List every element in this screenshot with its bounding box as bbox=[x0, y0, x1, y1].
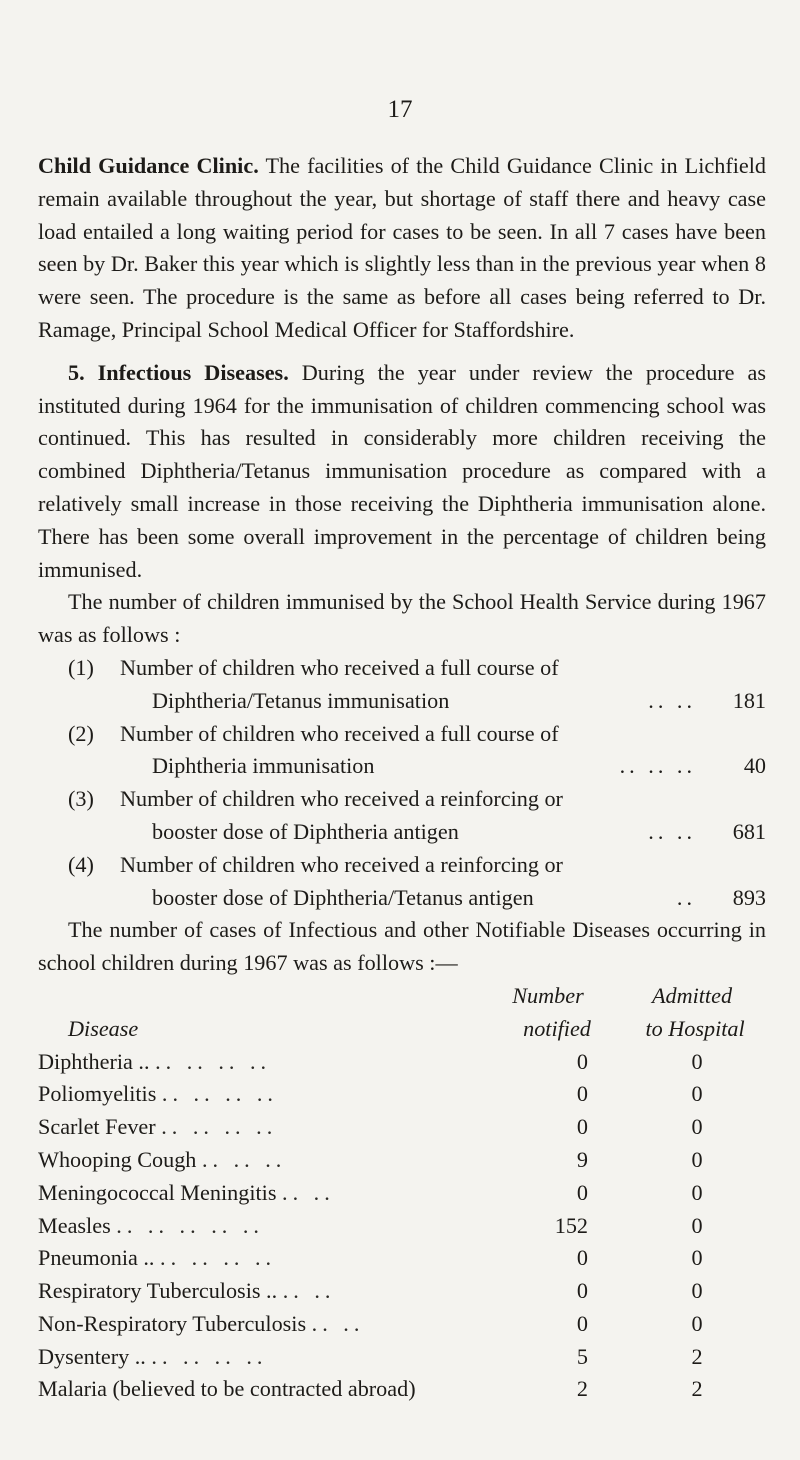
notified-value: 9 bbox=[576, 1146, 588, 1172]
heading-child-guidance: Child Guidance Clinic. bbox=[38, 153, 259, 178]
row-leader: .. .. .. .. bbox=[161, 1114, 278, 1140]
item-line1: Number of children who received a full course of bbox=[120, 654, 559, 680]
admitted-value: 0 bbox=[691, 1114, 703, 1140]
paragraph-immunised-intro: The number of children immunised by the School Health Service during 1967 was as follows : bbox=[38, 589, 766, 648]
row-leader: .. .. .. .. bbox=[161, 1081, 278, 1107]
row-leader: .. .. .. .. bbox=[155, 1048, 272, 1074]
item-number: (2) bbox=[68, 720, 94, 746]
item-value: 681 bbox=[732, 818, 766, 844]
notified-value: 5 bbox=[576, 1343, 588, 1369]
table-row bbox=[38, 1308, 766, 1341]
row-leader: .. .. bbox=[282, 1179, 335, 1205]
admitted-value: 0 bbox=[691, 1048, 703, 1074]
admitted-value: 0 bbox=[691, 1310, 703, 1336]
item-line1: Number of children who received a reinforcing or bbox=[120, 851, 563, 877]
table-row bbox=[38, 1210, 766, 1243]
text-child-guidance: The facilities of the Child Guidance Clinic in Lichfield remain available throughout the year, but shortage of staff there and heavy case load entailed a long waiting period for cases to be seen. In all 7 cases have been seen by Dr. Baker this year which is slightly less than in the previous year when 8 were seen. The procedure is the same as before all cases being referred to Dr. Ramage, Principal School Medical Officer for Staffordshire. bbox=[38, 153, 766, 342]
disease-table bbox=[38, 980, 766, 1406]
header-to-hospital: to Hospital bbox=[645, 1015, 745, 1041]
item-leader: .. bbox=[676, 884, 696, 910]
header-notified: notified bbox=[523, 1015, 591, 1041]
notified-value: 0 bbox=[576, 1310, 588, 1336]
item-leader: .. .. bbox=[648, 818, 696, 844]
admitted-value: 0 bbox=[691, 1245, 703, 1271]
notified-value: 152 bbox=[554, 1212, 588, 1238]
disease-name: Scarlet Fever bbox=[38, 1114, 156, 1140]
item-line1: Number of children who received a reinforcing or bbox=[120, 786, 563, 812]
table-row bbox=[38, 1341, 766, 1374]
list-item bbox=[68, 849, 766, 915]
notified-value: 2 bbox=[576, 1376, 588, 1402]
item-value: 40 bbox=[743, 753, 766, 779]
admitted-value: 2 bbox=[691, 1343, 703, 1369]
paragraph-infectious-diseases bbox=[38, 357, 766, 587]
disease-name: Dysentery .. bbox=[38, 1343, 146, 1369]
disease-name: Non-Respiratory Tuberculosis bbox=[38, 1310, 307, 1336]
row-leader: .. .. .. .. bbox=[160, 1245, 277, 1271]
notified-value: 0 bbox=[576, 1278, 588, 1304]
disease-name: Whooping Cough bbox=[38, 1146, 197, 1172]
notified-value: 0 bbox=[576, 1048, 588, 1074]
disease-name: Pneumonia .. bbox=[38, 1245, 155, 1271]
list-item bbox=[68, 783, 766, 849]
table-row bbox=[38, 1111, 766, 1144]
item-line2: booster dose of Diphtheria/Tetanus antigen bbox=[152, 884, 534, 910]
text-infectious-diseases: During the year under review the procedure as instituted during 1964 for the immunisation of children commencing school was continued. This has resulted in considerably more children receiving the combined Diphtheria/Tetanus immunisation procedure as compared with a relatively small increase in those receiving the Diphtheria immunisation alone. There has been some overall improvement in the percentage of children being immunised. bbox=[38, 359, 767, 582]
admitted-value: 0 bbox=[691, 1212, 703, 1238]
table-row bbox=[38, 1177, 766, 1210]
notified-value: 0 bbox=[576, 1245, 588, 1271]
row-leader: .. .. .. bbox=[201, 1146, 287, 1172]
item-line2: Diphtheria/Tetanus immunisation bbox=[152, 687, 450, 713]
table-row bbox=[38, 1046, 766, 1079]
item-value: 893 bbox=[732, 884, 766, 910]
admitted-value: 0 bbox=[691, 1081, 703, 1107]
table-row bbox=[38, 1078, 766, 1111]
paragraph-notifiable-intro: The number of cases of Infectious and other Notifiable Diseases occurring in school children during 1967 was as follows :— bbox=[38, 917, 766, 976]
table-row bbox=[38, 1275, 766, 1308]
item-line2: Diphtheria immunisation bbox=[152, 753, 375, 779]
disease-name: Meningococcal Meningitis bbox=[38, 1179, 277, 1205]
disease-name: Poliomyelitis bbox=[38, 1081, 157, 1107]
item-number: (4) bbox=[68, 851, 94, 877]
disease-name: Diphtheria .. bbox=[38, 1048, 150, 1074]
row-leader: .. .. bbox=[282, 1278, 336, 1304]
table-header-row2 bbox=[38, 1013, 766, 1046]
item-line1: Number of children who received a full course of bbox=[120, 720, 559, 746]
disease-name: Measles bbox=[38, 1212, 111, 1238]
table-row bbox=[38, 1144, 766, 1177]
table-header-row1 bbox=[38, 980, 766, 1013]
heading-infectious-diseases: 5. Infectious Diseases. bbox=[68, 359, 289, 385]
item-line2: booster dose of Diphtheria antigen bbox=[152, 818, 459, 844]
admitted-value: 2 bbox=[691, 1376, 703, 1402]
document-body bbox=[38, 150, 766, 1406]
header-disease: Disease bbox=[68, 1015, 139, 1041]
item-number: (1) bbox=[68, 654, 94, 680]
admitted-value: 0 bbox=[691, 1179, 703, 1205]
item-leader: .. .. bbox=[648, 687, 696, 713]
header-number: Number bbox=[512, 982, 584, 1008]
admitted-value: 0 bbox=[691, 1146, 703, 1172]
list-item bbox=[68, 718, 766, 784]
disease-name: Respiratory Tuberculosis .. bbox=[38, 1278, 278, 1304]
table-row bbox=[38, 1242, 766, 1275]
row-leader: .. .. bbox=[311, 1310, 365, 1336]
table-row bbox=[38, 1373, 766, 1406]
page-number: 17 bbox=[387, 96, 413, 123]
list-item bbox=[68, 652, 766, 718]
notified-value: 0 bbox=[576, 1081, 588, 1107]
item-leader: .. .. .. bbox=[619, 753, 696, 779]
paragraph-child-guidance bbox=[38, 150, 766, 347]
immunisation-list bbox=[38, 652, 766, 914]
row-leader: .. .. .. .. .. bbox=[116, 1212, 264, 1238]
admitted-value: 0 bbox=[691, 1278, 703, 1304]
notified-value: 0 bbox=[576, 1179, 588, 1205]
row-leader: .. .. .. .. bbox=[151, 1343, 268, 1369]
header-admitted: Admitted bbox=[651, 982, 733, 1008]
item-number: (3) bbox=[68, 786, 94, 812]
disease-name: Malaria (believed to be contracted abroad) bbox=[38, 1376, 416, 1402]
notified-value: 0 bbox=[576, 1114, 588, 1140]
item-value: 181 bbox=[732, 687, 766, 713]
